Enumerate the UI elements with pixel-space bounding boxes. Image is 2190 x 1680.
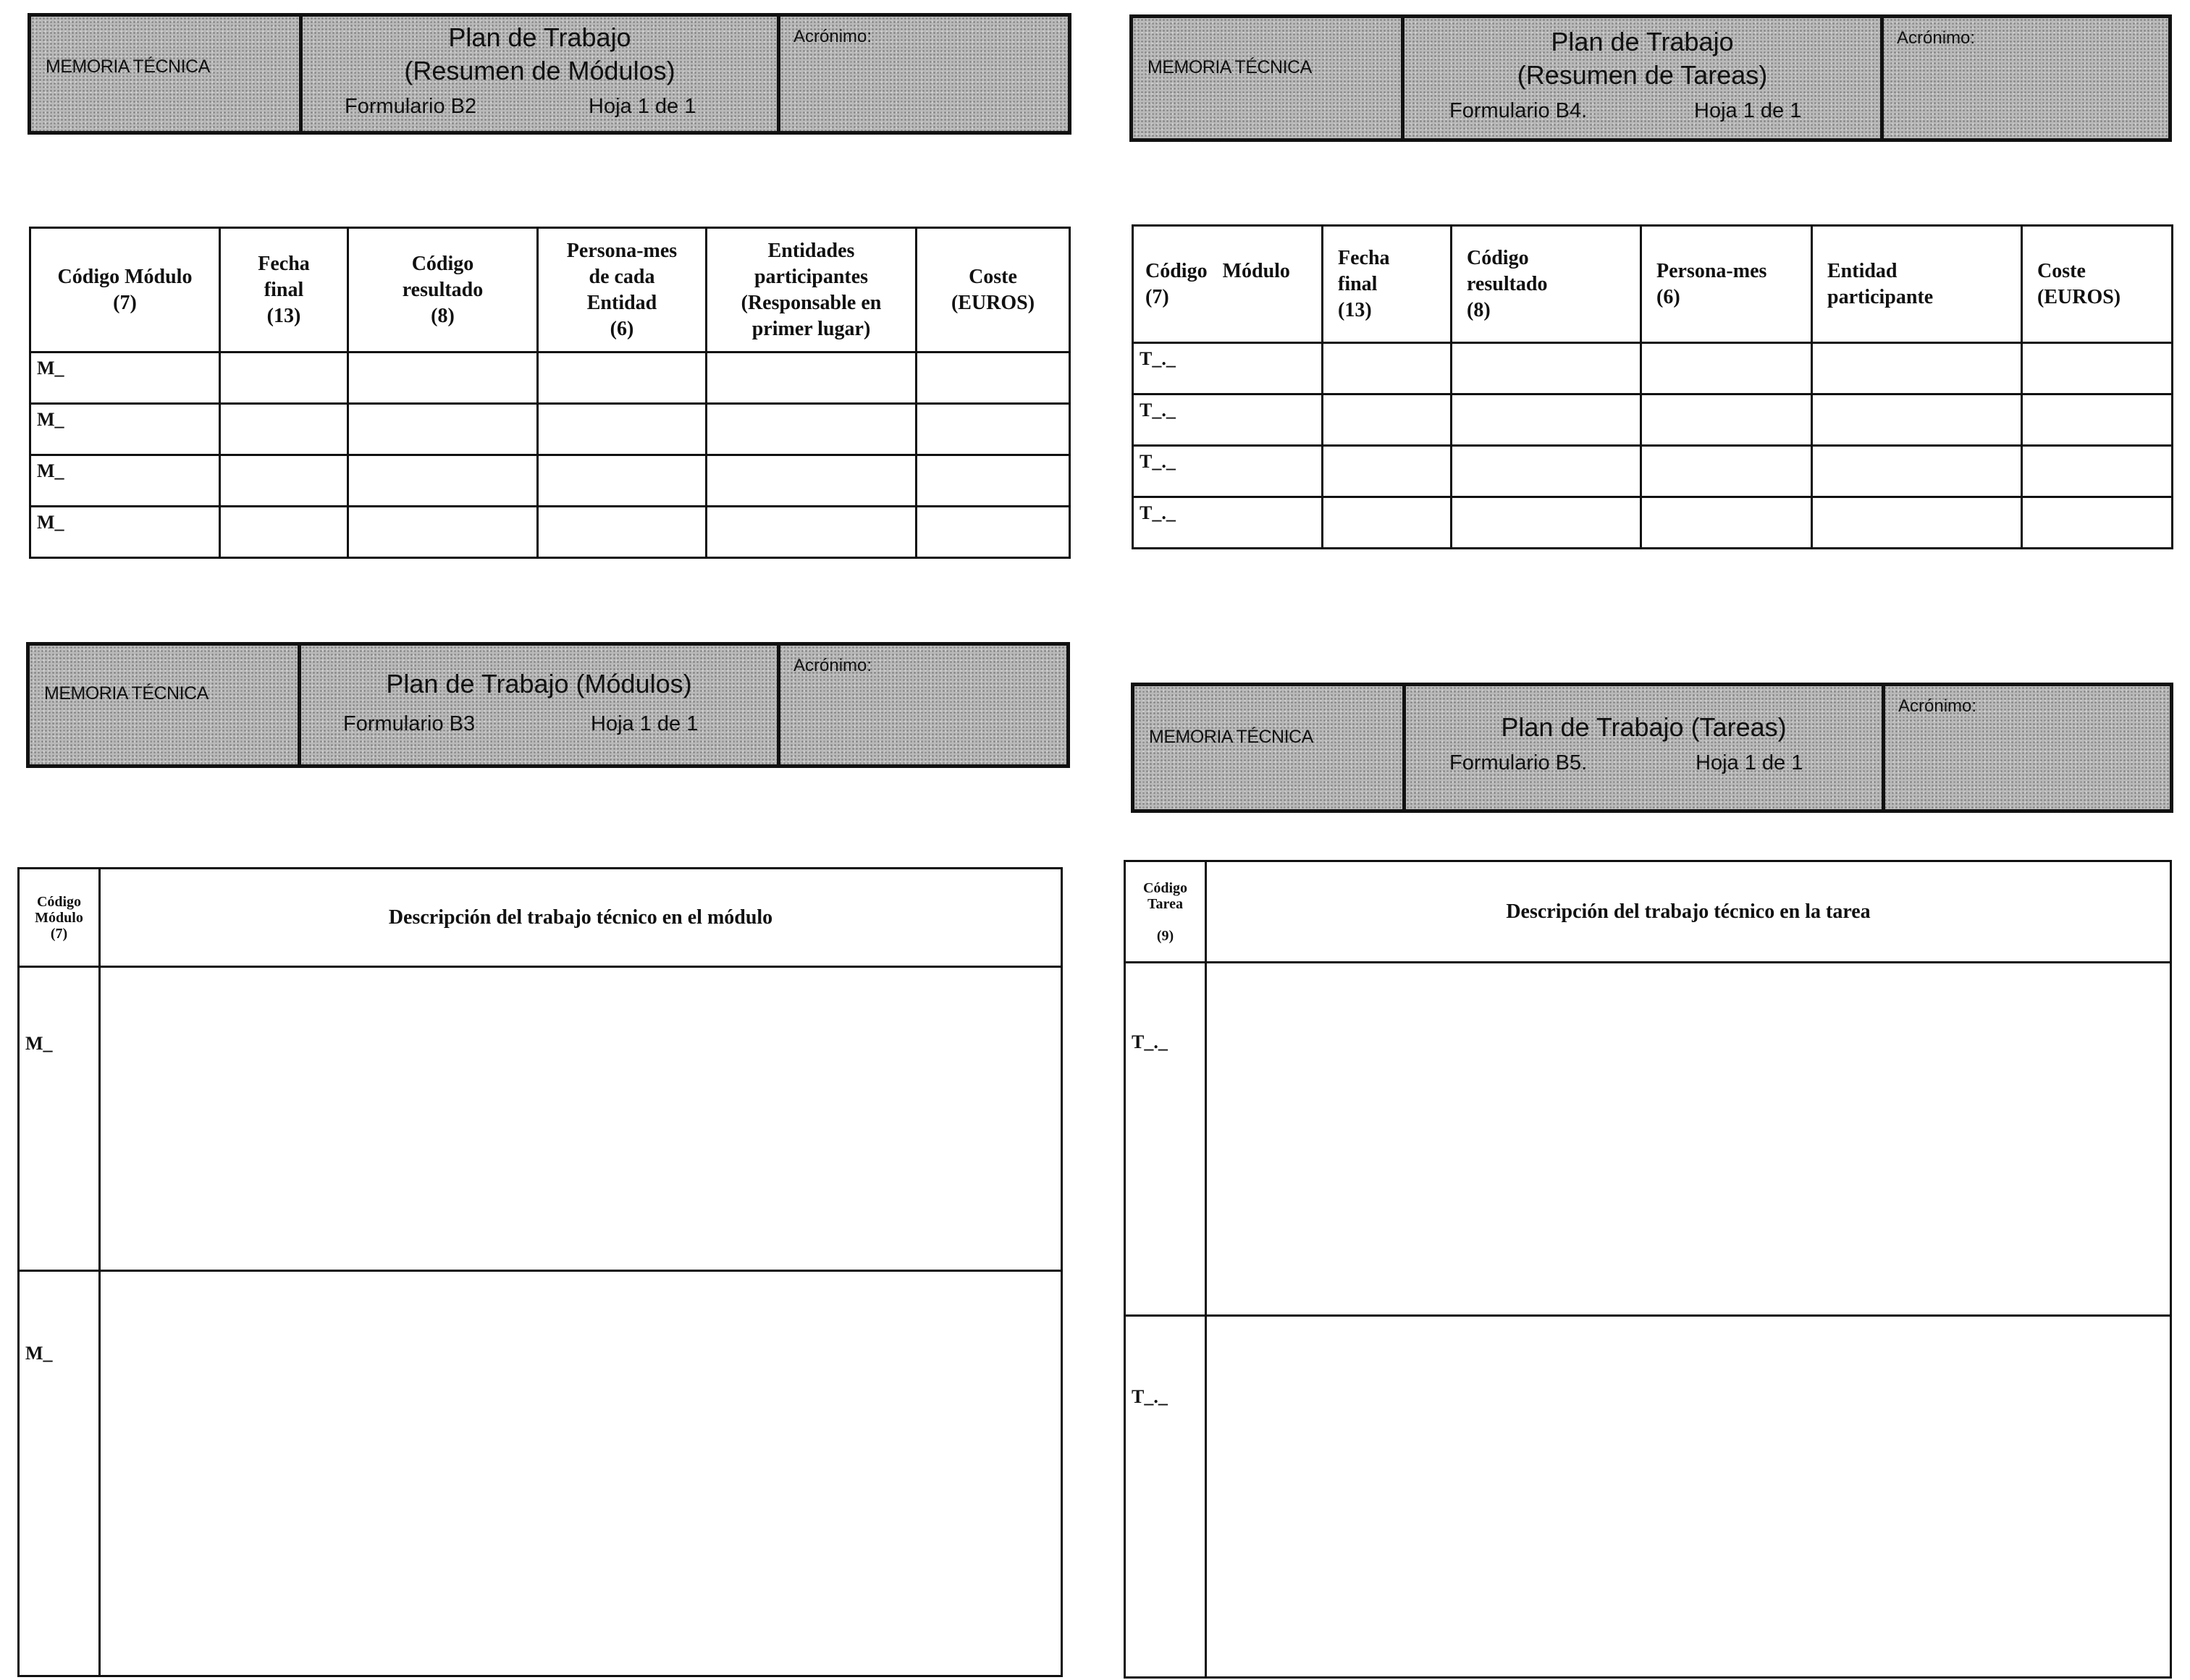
header-codigo-modulo (30, 228, 220, 353)
plan-title-line1: Plan de Trabajo (448, 22, 631, 52)
entidades-cell[interactable] (707, 507, 917, 558)
description-cell[interactable] (100, 1271, 1062, 1676)
table-row (30, 404, 1070, 455)
resultado-cell[interactable] (1452, 394, 1641, 446)
header-text: Código Módulo (7) (57, 265, 193, 314)
row-code-cell (19, 1271, 100, 1676)
plan-title-cell (1402, 686, 1882, 809)
row-code-cell: M_ (30, 404, 220, 455)
table-header-row (30, 228, 1070, 353)
form-b3-header (26, 642, 1070, 768)
table-row (30, 455, 1070, 507)
row-code: M_ (25, 1343, 53, 1364)
header-text: Entidades participantes (Responsable en primer lugar) (741, 239, 882, 340)
coste-cell[interactable] (917, 404, 1070, 455)
header-descripcion (100, 869, 1062, 967)
form-b3-table (17, 867, 1063, 1677)
resultado-cell[interactable] (1452, 446, 1641, 497)
coste-cell[interactable] (2022, 446, 2173, 497)
resultado-cell[interactable] (348, 455, 538, 507)
persona-mes-cell[interactable] (538, 507, 707, 558)
fecha-cell[interactable] (220, 507, 348, 558)
memoria-tecnica-cell (31, 17, 299, 131)
form-b5-table (1124, 860, 2172, 1679)
acronimo-label: Acrónimo: (1898, 696, 1977, 716)
memoria-tecnica-label: MEMORIA TÉCNICA (1149, 727, 1313, 747)
persona-mes-cell[interactable] (1641, 343, 1812, 394)
header-codigo-modulo (1133, 226, 1323, 343)
resultado-cell[interactable] (1452, 497, 1641, 549)
table-row (1133, 446, 2173, 497)
resultado-cell[interactable] (348, 353, 538, 404)
entidad-cell[interactable] (1812, 343, 2022, 394)
header-text: Fecha final (13) (258, 252, 310, 327)
hoja-label: Hoja 1 de 1 (591, 712, 699, 735)
header-entidad (1812, 226, 2022, 343)
resultado-cell[interactable] (348, 507, 538, 558)
header-codigo-resultado (348, 228, 538, 353)
entidades-cell[interactable] (707, 353, 917, 404)
header-persona-mes (538, 228, 707, 353)
header-text: Código resultado (8) (402, 252, 484, 327)
form-b5-header (1131, 683, 2173, 813)
table-row (1125, 1316, 2171, 1678)
memoria-tecnica-label: MEMORIA TÉCNICA (46, 56, 210, 77)
fecha-cell[interactable] (1323, 446, 1452, 497)
row-code-cell (1125, 963, 1206, 1316)
resultado-cell[interactable] (1452, 343, 1641, 394)
acronimo-cell (1882, 686, 2170, 809)
table-header-row (19, 869, 1062, 967)
plan-title-line2: (Resumen de Módulos) (404, 56, 675, 85)
header-text: Código Módulo (7) (35, 893, 83, 942)
table-row (1125, 963, 2171, 1316)
table-row (30, 507, 1070, 558)
coste-cell[interactable] (2022, 497, 2173, 549)
persona-mes-cell[interactable] (1641, 394, 1812, 446)
header-text: Descripción del trabajo técnico en el módulo (388, 906, 773, 929)
entidades-cell[interactable] (707, 455, 917, 507)
header-text: Coste (EUROS) (951, 265, 1035, 314)
header-text: Código Módulo (7) (1145, 259, 1290, 308)
acronimo-label: Acrónimo: (793, 27, 872, 46)
row-code-cell (19, 967, 100, 1271)
formulario-label: Formulario B4. (1449, 99, 1588, 122)
header-codigo-resultado (1452, 226, 1641, 343)
form-b2-table (29, 227, 1071, 559)
coste-cell[interactable] (2022, 343, 2173, 394)
persona-mes-cell[interactable] (1641, 446, 1812, 497)
plan-title-cell (1401, 18, 1880, 138)
hoja-label: Hoja 1 de 1 (1696, 751, 1803, 774)
coste-cell[interactable] (2022, 394, 2173, 446)
table-row (1133, 497, 2173, 549)
header-text: Entidad participante (1827, 259, 1934, 308)
table-row (1133, 343, 2173, 394)
fecha-cell[interactable] (220, 404, 348, 455)
acronimo-cell (777, 17, 1068, 131)
row-code-cell (1125, 1316, 1206, 1678)
table-header-row (1125, 861, 2171, 963)
memoria-tecnica-cell (1133, 18, 1401, 138)
fecha-cell[interactable] (1323, 394, 1452, 446)
hoja-label: Hoja 1 de 1 (589, 95, 696, 118)
persona-mes-cell[interactable] (538, 455, 707, 507)
header-coste (2022, 226, 2173, 343)
coste-cell[interactable] (917, 353, 1070, 404)
header-fecha-final (1323, 226, 1452, 343)
plan-title: Plan de Trabajo (Módulos) (386, 669, 692, 698)
header-text: Coste (EUROS) (2037, 259, 2121, 308)
form-b2-header (28, 13, 1071, 135)
formulario-label: Formulario B3 (343, 712, 476, 735)
table-header-row (1133, 226, 2173, 343)
memoria-tecnica-cell (1134, 686, 1402, 809)
row-code-cell: T_._ (1133, 497, 1323, 549)
header-text: Persona-mes de cada Entidad (6) (566, 239, 678, 340)
header-codigo-modulo (19, 869, 100, 967)
description-cell[interactable] (100, 967, 1062, 1271)
header-entidades (707, 228, 917, 353)
row-code-cell: M_ (30, 455, 220, 507)
resultado-cell[interactable] (348, 404, 538, 455)
memoria-tecnica-label: MEMORIA TÉCNICA (1147, 57, 1312, 77)
fecha-cell[interactable] (220, 455, 348, 507)
header-fecha-final (220, 228, 348, 353)
row-code-cell: T_._ (1133, 446, 1323, 497)
table-row (19, 1271, 1062, 1676)
coste-cell[interactable] (917, 455, 1070, 507)
fecha-cell[interactable] (220, 353, 348, 404)
header-persona-mes (1641, 226, 1812, 343)
header-text: Persona-mes (6) (1656, 259, 1767, 308)
persona-mes-cell[interactable] (1641, 497, 1812, 549)
header-text: Código resultado (8) (1467, 246, 1548, 321)
persona-mes-cell[interactable] (538, 353, 707, 404)
header-descripcion (1206, 861, 2171, 963)
header-text: Descripción del trabajo técnico en la tarea (1506, 900, 1871, 923)
plan-title-cell (299, 17, 777, 131)
plan-title-line2: (Resumen de Tareas) (1517, 60, 1768, 90)
header-coste (917, 228, 1070, 353)
coste-cell[interactable] (917, 507, 1070, 558)
header-text: Código Tarea (9) (1142, 879, 1188, 944)
table-row (19, 967, 1062, 1271)
description-cell[interactable] (1206, 1316, 2171, 1678)
acronimo-cell (777, 646, 1066, 764)
fecha-cell[interactable] (1323, 497, 1452, 549)
acronimo-cell (1880, 18, 2168, 138)
plan-title: Plan de Trabajo (Tareas) (1501, 712, 1787, 742)
plan-title-line1: Plan de Trabajo (1551, 27, 1734, 56)
memoria-tecnica-label: MEMORIA TÉCNICA (44, 683, 209, 704)
entidad-cell[interactable] (1812, 446, 2022, 497)
form-b4-header (1129, 14, 2172, 142)
row-code: T_._ (1132, 1386, 1168, 1407)
fecha-cell[interactable] (1323, 343, 1452, 394)
row-code-cell: M_ (30, 353, 220, 404)
entidad-cell[interactable] (1812, 394, 2022, 446)
formulario-label: Formulario B5. (1449, 751, 1588, 774)
hoja-label: Hoja 1 de 1 (1694, 99, 1802, 122)
acronimo-label: Acrónimo: (1897, 28, 1976, 48)
memoria-tecnica-cell (30, 646, 298, 764)
header-codigo-tarea (1125, 861, 1206, 963)
row-code-cell: T_._ (1133, 394, 1323, 446)
acronimo-label: Acrónimo: (793, 656, 872, 675)
entidades-cell[interactable] (707, 404, 917, 455)
description-cell[interactable] (1206, 963, 2171, 1316)
plan-title-cell (298, 646, 777, 764)
formulario-label: Formulario B2 (345, 95, 477, 118)
row-code-cell: M_ (30, 507, 220, 558)
form-b4-table (1132, 224, 2173, 549)
persona-mes-cell[interactable] (538, 404, 707, 455)
table-row (1133, 394, 2173, 446)
header-text: Fecha final (13) (1338, 246, 1390, 321)
row-code: M_ (25, 1033, 53, 1054)
table-row (30, 353, 1070, 404)
entidad-cell[interactable] (1812, 497, 2022, 549)
row-code: T_._ (1132, 1031, 1168, 1052)
row-code-cell: T_._ (1133, 343, 1323, 394)
